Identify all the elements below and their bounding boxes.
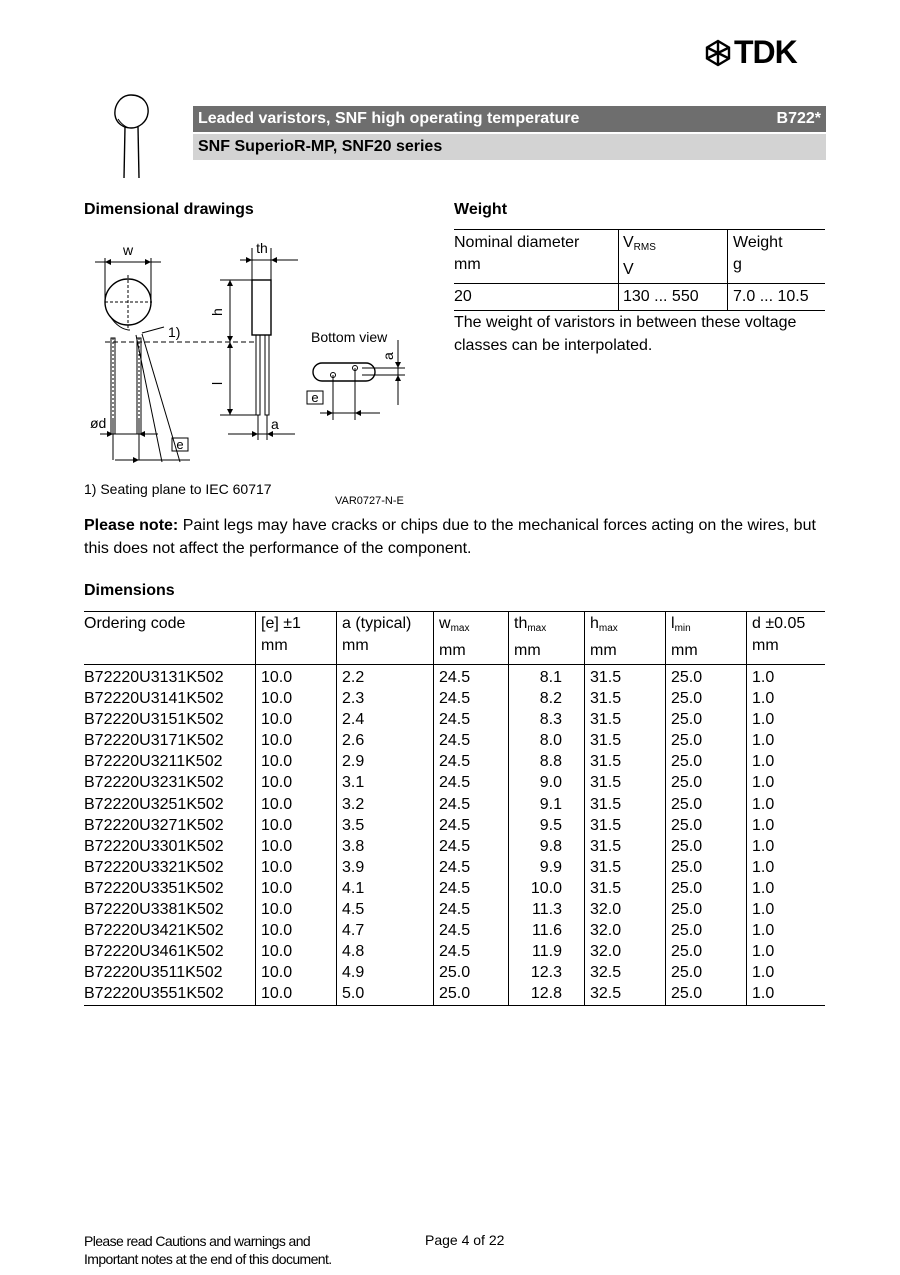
- table-cell: 32.0: [585, 941, 666, 962]
- table-cell: 10.0: [256, 941, 337, 962]
- table-cell: 1.0: [747, 983, 826, 1005]
- table-cell: 25.0: [666, 983, 747, 1005]
- table-cell: 1.0: [747, 815, 826, 836]
- label-a-side: a: [271, 416, 279, 432]
- table-cell: 24.5: [434, 920, 509, 941]
- table-row: [84, 983, 825, 1005]
- weight-heading: Weight: [454, 201, 508, 218]
- table-cell: 25.0: [666, 878, 747, 899]
- label-d: ød: [90, 415, 107, 431]
- table-cell: 9.5: [509, 815, 585, 836]
- table-cell: 11.3: [509, 899, 585, 920]
- table-row: [84, 899, 825, 920]
- table-cell: 25.0: [666, 751, 747, 772]
- table-cell: 24.5: [434, 772, 509, 793]
- dimensions-table: [84, 611, 825, 1006]
- table-cell: 9.1: [509, 794, 585, 815]
- table-cell: 5.0: [337, 983, 434, 1005]
- table-cell: 9.0: [509, 772, 585, 793]
- table-cell: 10.0: [256, 709, 337, 730]
- table-cell: 31.5: [585, 665, 666, 689]
- table-cell: 10.0: [256, 751, 337, 772]
- table-cell: 25.0: [666, 815, 747, 836]
- table-cell: 1.0: [747, 794, 826, 815]
- label-e-front: e: [176, 437, 184, 452]
- table-cell: 12.3: [509, 962, 585, 983]
- col-hmax: $h_{max}$ mm: [585, 612, 666, 665]
- logo-text: TDK: [734, 34, 797, 70]
- table-cell: B72220U3351K502: [84, 879, 224, 897]
- table-cell: 32.0: [585, 920, 666, 941]
- table-cell: 4.7: [337, 920, 434, 941]
- table-cell: 25.0: [666, 941, 747, 962]
- table-cell: B72220U3151K502: [84, 711, 224, 729]
- table-cell: 10.0: [256, 878, 337, 899]
- table-cell: B72220U3381K502: [84, 901, 224, 919]
- table-cell: 2.9: [337, 751, 434, 772]
- table-cell: 24.5: [434, 899, 509, 920]
- table-cell: 10.0: [509, 878, 585, 899]
- table-cell: 3.9: [337, 857, 434, 878]
- table-cell: 1.0: [747, 941, 826, 962]
- col-d: d ±0.05 mm: [747, 612, 826, 665]
- table-cell: 31.5: [585, 794, 666, 815]
- table-cell: 10.0: [256, 815, 337, 836]
- table-cell: 25.0: [666, 665, 747, 689]
- table-cell: 1.0: [747, 709, 826, 730]
- table-cell: 24.5: [434, 665, 509, 689]
- table-cell: 3.1: [337, 772, 434, 793]
- table-cell: 24.5: [434, 709, 509, 730]
- label-bottom-view: Bottom view: [311, 329, 388, 345]
- table-row: [84, 730, 825, 751]
- col-wmax: $w_{max}$ mm: [434, 612, 509, 665]
- dimensional-drawing: [80, 230, 420, 520]
- label-note-ref: 1): [168, 324, 181, 340]
- table-cell: 25.0: [666, 709, 747, 730]
- table-cell: 24.5: [434, 751, 509, 772]
- weight-table: [454, 229, 825, 311]
- table-cell: 31.5: [585, 751, 666, 772]
- table-cell: 1.0: [747, 665, 826, 689]
- table-cell: B72220U3321K502: [84, 858, 224, 876]
- table-cell: 10.0: [256, 665, 337, 689]
- table-cell: 31.5: [585, 730, 666, 751]
- table-row: [84, 709, 825, 730]
- table-cell: 4.1: [337, 878, 434, 899]
- table-cell: 9.9: [509, 857, 585, 878]
- table-cell: 31.5: [585, 772, 666, 793]
- series-code: B722*: [776, 110, 821, 127]
- table-cell: 25.0: [666, 836, 747, 857]
- table-cell: 10.0: [256, 857, 337, 878]
- table-cell: 1.0: [747, 857, 826, 878]
- table-cell: 1.0: [747, 751, 826, 772]
- table-cell: 2.4: [337, 709, 434, 730]
- table-cell: 31.5: [585, 709, 666, 730]
- drawings-heading: Dimensional drawings: [84, 201, 254, 218]
- table-cell: 31.5: [585, 815, 666, 836]
- weight-note: The weight of varistors in between these voltage classes can be interpolated.: [454, 314, 797, 354]
- table-cell: 8.8: [509, 751, 585, 772]
- table-cell: 24.5: [434, 857, 509, 878]
- table-cell: 25.0: [666, 962, 747, 983]
- table-row: [84, 878, 825, 899]
- label-h: h: [209, 308, 225, 316]
- label-w: w: [122, 242, 134, 258]
- table-row: [84, 941, 825, 962]
- table-cell: 11.6: [509, 920, 585, 941]
- table-row: [84, 751, 825, 772]
- table-row: [84, 794, 825, 815]
- table-cell: 24.5: [434, 836, 509, 857]
- please-note-text: Paint legs may have cracks or chips due to the mechanical forces acting on the wires, but this does not affect the performance of the component.: [84, 517, 816, 557]
- table-cell: B72220U3231K502: [84, 774, 224, 792]
- document-subtitle: SNF SuperioR-MP, SNF20 series: [198, 138, 443, 155]
- seating-plane-note: 1) Seating plane to IEC 60717: [84, 481, 272, 497]
- table-row: 20 130 ... 550 7.0 ... 10.5: [454, 284, 825, 311]
- table-cell: B72220U3511K502: [84, 964, 223, 982]
- table-cell: 10.0: [256, 899, 337, 920]
- table-cell: 1.0: [747, 772, 826, 793]
- dimensions-heading: Dimensions: [84, 582, 175, 599]
- label-l: l: [209, 381, 225, 385]
- table-cell: 25.0: [666, 688, 747, 709]
- table-cell: 2.3: [337, 688, 434, 709]
- table-cell: 1.0: [747, 899, 826, 920]
- table-cell: 1.0: [747, 920, 826, 941]
- table-cell: 4.9: [337, 962, 434, 983]
- table-cell: B72220U3171K502: [84, 732, 224, 750]
- footer-cautions: Please read Cautions and warnings and Important notes at the end of this document.: [84, 1233, 332, 1267]
- table-cell: 10.0: [256, 730, 337, 751]
- table-cell: 10.0: [256, 794, 337, 815]
- col-e: [e] ±1 mm: [256, 612, 337, 665]
- table-cell: 31.5: [585, 857, 666, 878]
- col-ordering-code: Ordering code: [84, 612, 256, 665]
- table-cell: 10.0: [256, 836, 337, 857]
- label-th: th: [256, 240, 268, 256]
- table-cell: 9.8: [509, 836, 585, 857]
- table-cell: 10.0: [256, 983, 337, 1005]
- table-cell: 25.0: [666, 794, 747, 815]
- weight-col-voltage: $V_{RMS}$ V: [619, 230, 728, 284]
- table-cell: 24.5: [434, 688, 509, 709]
- table-cell: 10.0: [256, 688, 337, 709]
- table-cell: 1.0: [747, 688, 826, 709]
- table-cell: 25.0: [434, 983, 509, 1005]
- table-cell: 8.0: [509, 730, 585, 751]
- table-cell: 25.0: [666, 857, 747, 878]
- table-cell: 31.5: [585, 836, 666, 857]
- table-cell: B72220U3461K502: [84, 943, 224, 961]
- table-cell: B72220U3271K502: [84, 816, 224, 834]
- table-cell: 8.3: [509, 709, 585, 730]
- weight-col-weight: Weight g: [728, 230, 826, 284]
- table-cell: 4.8: [337, 941, 434, 962]
- title-bar: [193, 106, 826, 132]
- table-cell: 2.6: [337, 730, 434, 751]
- table-cell: 2.2: [337, 665, 434, 689]
- table-cell: 32.0: [585, 899, 666, 920]
- table-row: [84, 772, 825, 793]
- table-row: [84, 688, 825, 709]
- col-lmin: $l_{min}$ mm: [666, 612, 747, 665]
- label-e-bottom: e: [311, 390, 319, 405]
- table-cell: 1.0: [747, 730, 826, 751]
- col-a: a (typical) mm: [337, 612, 434, 665]
- table-cell: 4.5: [337, 899, 434, 920]
- table-cell: 10.0: [256, 772, 337, 793]
- table-cell: 11.9: [509, 941, 585, 962]
- table-cell: 31.5: [585, 688, 666, 709]
- table-cell: 3.5: [337, 815, 434, 836]
- table-cell: B72220U3551K502: [84, 983, 256, 1005]
- table-cell: 10.0: [256, 962, 337, 983]
- table-cell: B72220U3141K502: [84, 690, 224, 708]
- table-cell: 24.5: [434, 815, 509, 836]
- please-note: [84, 514, 844, 560]
- tdk-logo: [704, 34, 826, 70]
- table-cell: 32.5: [585, 983, 666, 1005]
- table-row: [84, 962, 825, 983]
- table-cell: 24.5: [434, 730, 509, 751]
- table-row: [84, 815, 825, 836]
- weight-col-diameter: Nominal diameter mm: [454, 230, 619, 284]
- table-cell: B72220U3211K502: [84, 753, 223, 771]
- table-cell: 31.5: [585, 878, 666, 899]
- table-row: [84, 665, 825, 689]
- document-title: Leaded varistors, SNF high operating temperature: [198, 110, 580, 127]
- table-cell: 25.0: [666, 899, 747, 920]
- table-cell: 3.2: [337, 794, 434, 815]
- table-cell: 10.0: [256, 920, 337, 941]
- table-row: [84, 836, 825, 857]
- table-row: [84, 857, 825, 878]
- table-cell: 25.0: [434, 962, 509, 983]
- tdk-emblem-icon: [704, 39, 732, 67]
- varistor-thumbnail: [108, 92, 154, 180]
- please-note-label: Please note:: [84, 517, 179, 534]
- table-row: [84, 920, 825, 941]
- table-cell: 8.1: [509, 665, 585, 689]
- label-a-bottom: a: [380, 352, 396, 360]
- table-cell: 25.0: [666, 920, 747, 941]
- table-cell: 1.0: [747, 962, 826, 983]
- table-cell: 24.5: [434, 941, 509, 962]
- table-cell: 24.5: [434, 878, 509, 899]
- subtitle-bar: [193, 134, 826, 160]
- table-cell: 25.0: [666, 772, 747, 793]
- dimensions-header-row: [84, 612, 825, 665]
- table-cell: 32.5: [585, 962, 666, 983]
- table-cell: 1.0: [747, 836, 826, 857]
- table-cell: 3.8: [337, 836, 434, 857]
- table-cell: B72220U3301K502: [84, 837, 224, 855]
- page-number: Page 4 of 22: [425, 1232, 505, 1248]
- drawing-code: VAR0727-N-E: [335, 495, 404, 507]
- table-cell: B72220U3421K502: [84, 922, 224, 940]
- table-cell: 24.5: [434, 794, 509, 815]
- table-cell: B72220U3131K502: [84, 669, 224, 686]
- table-cell: 25.0: [666, 730, 747, 751]
- table-cell: 12.8: [509, 983, 585, 1005]
- table-cell: B72220U3251K502: [84, 795, 224, 813]
- col-thmax: $th_{max}$ mm: [509, 612, 585, 665]
- table-cell: 1.0: [747, 878, 826, 899]
- table-cell: 8.2: [509, 688, 585, 709]
